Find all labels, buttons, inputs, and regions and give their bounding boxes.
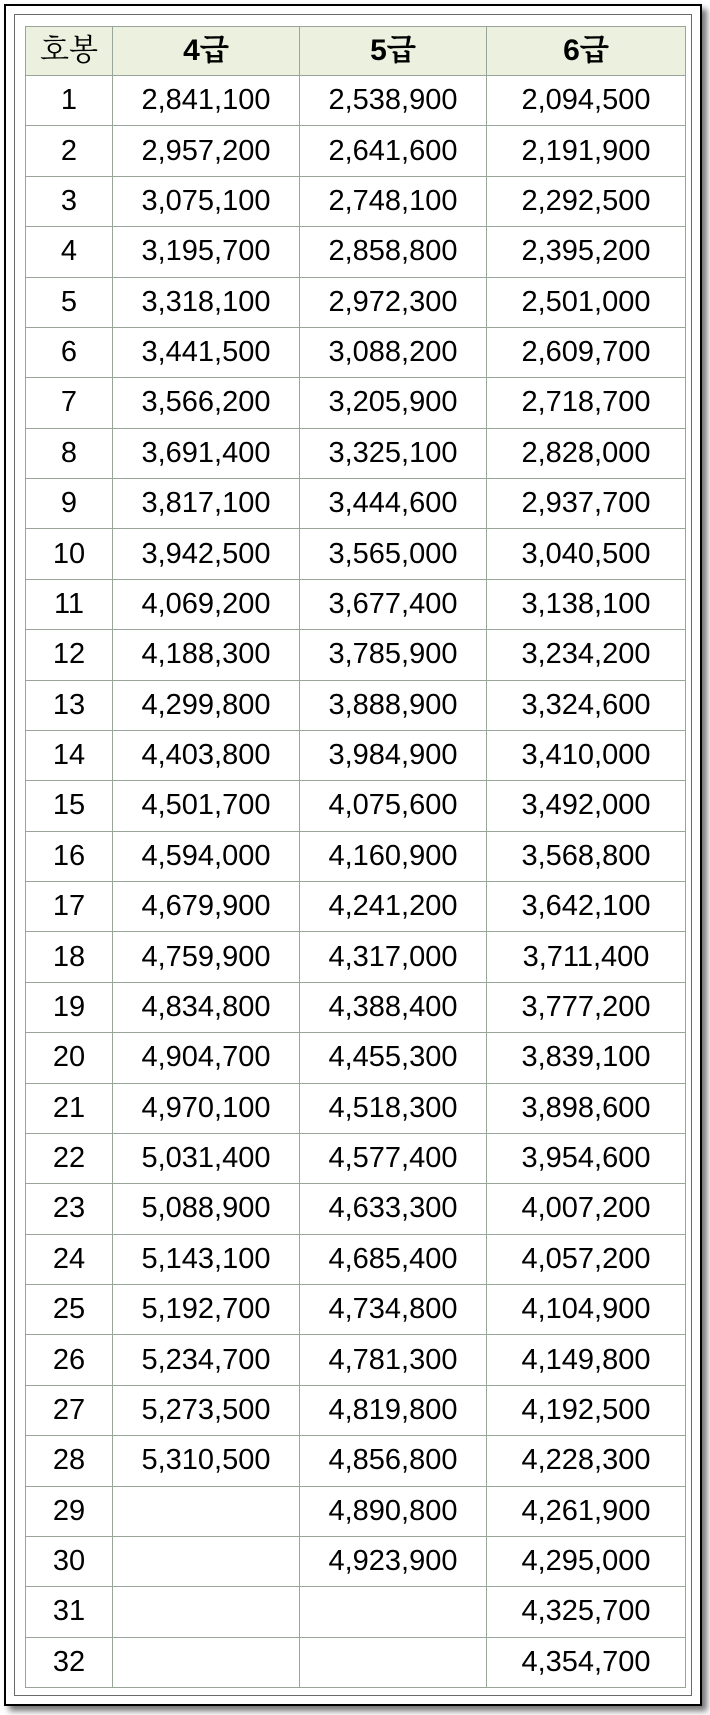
step-cell: 20: [26, 1033, 113, 1083]
grade-6-cell: 4,149,800: [487, 1335, 686, 1385]
table-row: [26, 1133, 686, 1183]
grade-6-cell: 4,325,700: [487, 1587, 686, 1637]
grade-5-cell: 2,858,800: [300, 227, 487, 277]
grade-6-cell: 3,839,100: [487, 1033, 686, 1083]
grade-5-cell: 4,455,300: [300, 1033, 487, 1083]
grade-6-cell: 3,777,200: [487, 982, 686, 1032]
grade-6-cell: 2,191,900: [487, 126, 686, 176]
table-row: [26, 1285, 686, 1335]
step-cell: 19: [26, 982, 113, 1032]
grade-4-cell: 4,834,800: [113, 982, 300, 1032]
table-row: [26, 378, 686, 428]
grade-4-cell: [113, 1587, 300, 1637]
grade-5-cell: 3,205,900: [300, 378, 487, 428]
grade-4-cell: 3,441,500: [113, 327, 300, 377]
grade-6-cell: 3,410,000: [487, 730, 686, 780]
grade-4-cell: [113, 1486, 300, 1536]
table-row: [26, 277, 686, 327]
step-cell: 29: [26, 1486, 113, 1536]
grade-4-cell: 5,273,500: [113, 1385, 300, 1435]
grade-4-cell: 4,403,800: [113, 730, 300, 780]
grade-5-cell: 2,972,300: [300, 277, 487, 327]
step-cell: 27: [26, 1385, 113, 1435]
grade-5-cell: 4,518,300: [300, 1083, 487, 1133]
grade-6-cell: 3,138,100: [487, 579, 686, 629]
grade-5-cell: 2,538,900: [300, 76, 487, 126]
header-step: 호봉: [26, 27, 113, 76]
grade-5-cell: [300, 1637, 487, 1687]
table-row: [26, 529, 686, 579]
step-cell: 10: [26, 529, 113, 579]
step-cell: 24: [26, 1234, 113, 1284]
grade-5-cell: 4,856,800: [300, 1436, 487, 1486]
grade-4-cell: 3,691,400: [113, 428, 300, 478]
grade-5-cell: 4,075,600: [300, 781, 487, 831]
table-row: [26, 1083, 686, 1133]
table-row: [26, 1385, 686, 1435]
table-row: [26, 1234, 686, 1284]
grade-6-cell: 3,898,600: [487, 1083, 686, 1133]
grade-5-cell: 3,565,000: [300, 529, 487, 579]
step-cell: 1: [26, 76, 113, 126]
table-row: [26, 982, 686, 1032]
grade-6-cell: 4,057,200: [487, 1234, 686, 1284]
step-cell: 6: [26, 327, 113, 377]
grade-6-cell: 4,354,700: [487, 1637, 686, 1687]
grade-5-cell: [300, 1587, 487, 1637]
table-row: [26, 882, 686, 932]
table-body: [26, 76, 686, 1688]
grade-6-cell: 3,642,100: [487, 882, 686, 932]
grade-6-cell: 2,937,700: [487, 479, 686, 529]
grade-5-cell: 3,088,200: [300, 327, 487, 377]
step-cell: 2: [26, 126, 113, 176]
step-cell: 14: [26, 730, 113, 780]
header-grade-4: 4급: [113, 27, 300, 76]
grade-4-cell: 4,188,300: [113, 630, 300, 680]
table-row: [26, 227, 686, 277]
grade-5-cell: 3,888,900: [300, 680, 487, 730]
step-cell: 28: [26, 1436, 113, 1486]
table-row: [26, 730, 686, 780]
grade-5-cell: 4,388,400: [300, 982, 487, 1032]
table-row: [26, 831, 686, 881]
grade-4-cell: 5,143,100: [113, 1234, 300, 1284]
step-cell: 22: [26, 1133, 113, 1183]
step-cell: 9: [26, 479, 113, 529]
header-grade-6: 6급: [487, 27, 686, 76]
grade-4-cell: 4,299,800: [113, 680, 300, 730]
grade-4-cell: 4,904,700: [113, 1033, 300, 1083]
grade-4-cell: 3,566,200: [113, 378, 300, 428]
table-row: [26, 781, 686, 831]
grade-4-cell: 4,594,000: [113, 831, 300, 881]
step-cell: 32: [26, 1637, 113, 1687]
grade-4-cell: 3,075,100: [113, 176, 300, 226]
grade-5-cell: 4,317,000: [300, 932, 487, 982]
grade-5-cell: 2,641,600: [300, 126, 487, 176]
step-cell: 13: [26, 680, 113, 730]
step-cell: 25: [26, 1285, 113, 1335]
grade-5-cell: 2,748,100: [300, 176, 487, 226]
grade-4-cell: 2,957,200: [113, 126, 300, 176]
grade-6-cell: 2,501,000: [487, 277, 686, 327]
grade-4-cell: 5,088,900: [113, 1184, 300, 1234]
step-cell: 7: [26, 378, 113, 428]
step-cell: 12: [26, 630, 113, 680]
table-row: [26, 1033, 686, 1083]
step-cell: 30: [26, 1536, 113, 1586]
header-grade-5: 5급: [300, 27, 487, 76]
step-cell: 26: [26, 1335, 113, 1385]
table-header: [26, 27, 686, 76]
grade-6-cell: 2,292,500: [487, 176, 686, 226]
grade-6-cell: 2,828,000: [487, 428, 686, 478]
table-row: [26, 630, 686, 680]
grade-5-cell: 4,734,800: [300, 1285, 487, 1335]
step-cell: 16: [26, 831, 113, 881]
grade-6-cell: 4,295,000: [487, 1536, 686, 1586]
grade-4-cell: 3,817,100: [113, 479, 300, 529]
table-row: [26, 932, 686, 982]
grade-4-cell: 5,234,700: [113, 1335, 300, 1385]
step-cell: 8: [26, 428, 113, 478]
grade-4-cell: 4,069,200: [113, 579, 300, 629]
grade-6-cell: 2,395,200: [487, 227, 686, 277]
table-row: [26, 579, 686, 629]
grade-4-cell: 4,679,900: [113, 882, 300, 932]
step-cell: 11: [26, 579, 113, 629]
step-cell: 4: [26, 227, 113, 277]
grade-5-cell: 3,325,100: [300, 428, 487, 478]
table-row: [26, 1335, 686, 1385]
table-row: [26, 479, 686, 529]
grade-4-cell: 2,841,100: [113, 76, 300, 126]
header-row: [26, 27, 686, 76]
grade-6-cell: 4,228,300: [487, 1436, 686, 1486]
grade-4-cell: [113, 1637, 300, 1687]
step-cell: 18: [26, 932, 113, 982]
grade-6-cell: 3,568,800: [487, 831, 686, 881]
grade-4-cell: 4,501,700: [113, 781, 300, 831]
grade-6-cell: 3,234,200: [487, 630, 686, 680]
table-row: [26, 428, 686, 478]
salary-step-table: [25, 26, 686, 1688]
table-row: [26, 1486, 686, 1536]
table-row: [26, 1587, 686, 1637]
grade-4-cell: 3,195,700: [113, 227, 300, 277]
table-row: [26, 327, 686, 377]
grade-5-cell: 3,677,400: [300, 579, 487, 629]
grade-5-cell: 3,984,900: [300, 730, 487, 780]
grade-4-cell: [113, 1536, 300, 1586]
grade-6-cell: 4,007,200: [487, 1184, 686, 1234]
grade-6-cell: 4,104,900: [487, 1285, 686, 1335]
grade-6-cell: 4,192,500: [487, 1385, 686, 1435]
step-cell: 21: [26, 1083, 113, 1133]
grade-5-cell: 4,577,400: [300, 1133, 487, 1183]
grade-6-cell: 3,711,400: [487, 932, 686, 982]
step-cell: 17: [26, 882, 113, 932]
grade-5-cell: 4,781,300: [300, 1335, 487, 1385]
grade-6-cell: 2,094,500: [487, 76, 686, 126]
grade-6-cell: 3,492,000: [487, 781, 686, 831]
grade-4-cell: 4,970,100: [113, 1083, 300, 1133]
grade-5-cell: 4,890,800: [300, 1486, 487, 1536]
step-cell: 5: [26, 277, 113, 327]
grade-4-cell: 4,759,900: [113, 932, 300, 982]
table-row: [26, 76, 686, 126]
grade-6-cell: 3,954,600: [487, 1133, 686, 1183]
grade-4-cell: 3,942,500: [113, 529, 300, 579]
table-row: [26, 1536, 686, 1586]
grade-5-cell: 4,685,400: [300, 1234, 487, 1284]
table-row: [26, 680, 686, 730]
grade-6-cell: 3,040,500: [487, 529, 686, 579]
table-row: [26, 1184, 686, 1234]
grade-5-cell: 4,923,900: [300, 1536, 487, 1586]
step-cell: 15: [26, 781, 113, 831]
grade-6-cell: 2,718,700: [487, 378, 686, 428]
grade-5-cell: 3,785,900: [300, 630, 487, 680]
grade-6-cell: 3,324,600: [487, 680, 686, 730]
table-row: [26, 126, 686, 176]
grade-4-cell: 5,310,500: [113, 1436, 300, 1486]
step-cell: 23: [26, 1184, 113, 1234]
grade-6-cell: 2,609,700: [487, 327, 686, 377]
grade-4-cell: 5,031,400: [113, 1133, 300, 1183]
table-row: [26, 176, 686, 226]
grade-5-cell: 3,444,600: [300, 479, 487, 529]
step-cell: 3: [26, 176, 113, 226]
grade-5-cell: 4,819,800: [300, 1385, 487, 1435]
grade-4-cell: 5,192,700: [113, 1285, 300, 1335]
grade-6-cell: 4,261,900: [487, 1486, 686, 1536]
document-frame: [4, 4, 702, 1706]
table-row: [26, 1436, 686, 1486]
grade-5-cell: 4,241,200: [300, 882, 487, 932]
step-cell: 31: [26, 1587, 113, 1637]
table-row: [26, 1637, 686, 1687]
grade-5-cell: 4,633,300: [300, 1184, 487, 1234]
grade-4-cell: 3,318,100: [113, 277, 300, 327]
grade-5-cell: 4,160,900: [300, 831, 487, 881]
